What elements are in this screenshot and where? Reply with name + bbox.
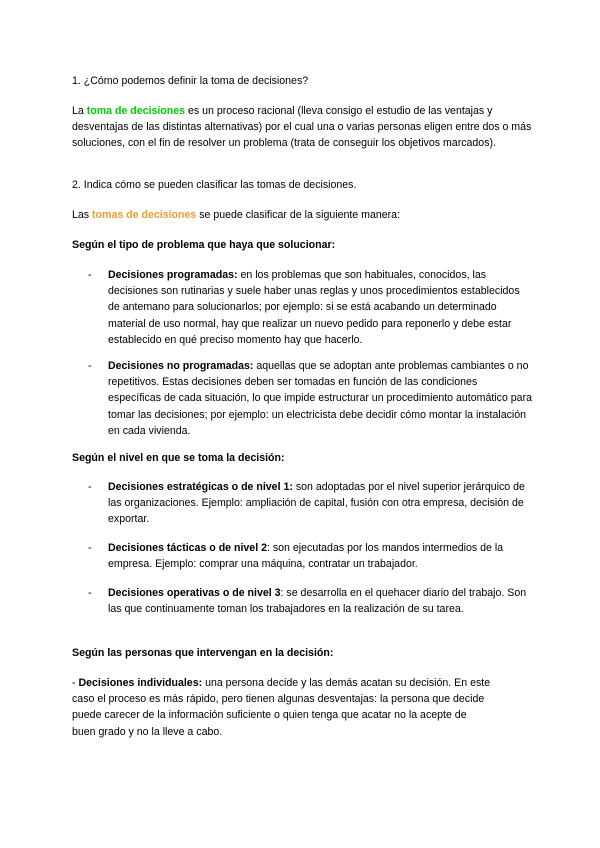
list-item-nivel-1 bbox=[108, 479, 532, 528]
answer-2 bbox=[72, 207, 534, 223]
list-bullet: - bbox=[88, 481, 92, 493]
section-2-heading: Según el nivel en que se toma la decisión: bbox=[72, 452, 285, 464]
list-item-nivel-3 bbox=[108, 585, 532, 617]
list-item-title: Decisiones operativas o de nivel 3 bbox=[108, 587, 281, 599]
list-item-title: Decisiones individuales: bbox=[78, 677, 203, 689]
term-tomas-de-decisiones: tomas de decisiones bbox=[92, 209, 197, 221]
question-1: 1. ¿Cómo podemos definir la toma de decisiones? bbox=[72, 75, 309, 87]
list-bullet: - bbox=[88, 360, 92, 372]
list-item-text: aquellas que se adoptan ante problemas cambiantes o no repetitivos. Estas decisiones deben ser tomadas en función de las condiciones específicas de cada situación, lo que impide estructurar un procedimiento automático para tomar las decisiones; por ejemplo: un electricista debe decidir cómo montar la instalación en cada vivienda. bbox=[108, 360, 532, 437]
list-item-text: : son ejecutadas por los mandos intermedios de la empresa. Ejemplo: comprar una máquina, contratar un trabajador. bbox=[108, 542, 504, 571]
list-item-nivel-2 bbox=[108, 540, 532, 572]
list-item-decisiones-programadas bbox=[108, 267, 532, 348]
list-bullet: - bbox=[88, 269, 92, 281]
answer-1-text: es un proceso racional (lleva consigo el estudio de las ventajas y desventajas de las distintas alternativas) por el cual una o varias personas eligen entre dos o más soluciones, con el fin de resolver un problema (trata de conseguir los objetivos marcados). bbox=[72, 105, 532, 150]
list-item-title: Decisiones tácticas o de nivel 2 bbox=[108, 542, 267, 554]
list-item-decisiones-individuales bbox=[72, 675, 492, 740]
section-1-heading: Según el tipo de problema que haya que solucionar: bbox=[72, 239, 336, 251]
list-bullet: - bbox=[88, 587, 92, 599]
section-3-heading: Según las personas que intervengan en la decisión: bbox=[72, 647, 334, 659]
list-bullet: - bbox=[72, 677, 79, 689]
question-2: 2. Indica cómo se pueden clasificar las tomas de decisiones. bbox=[72, 179, 357, 191]
term-toma-de-decisiones: toma de decisiones bbox=[86, 105, 186, 117]
list-item-text: en los problemas que son habituales, conocidos, las decisiones son rutinarias y suele haber unas reglas y unos procedimientos establecidos de antemano para solucionarlos; por ejemplo: si se está acabando un determinado material de uso normal, hay que realizar un nuevo pedido para reponerlo y debe estar establecido en qué preciso momento hay que hacerlo. bbox=[108, 269, 520, 346]
answer-1-pre: La bbox=[72, 105, 87, 117]
list-item-title: Decisiones estratégicas o de nivel 1: bbox=[108, 481, 293, 493]
list-item-text: son adoptadas por el nivel superior jerárquico de las organizaciones. Ejemplo: ampliación de capital, fusión con otra empresa, decisión de exportar. bbox=[108, 481, 525, 526]
list-item-title: Decisiones programadas: bbox=[108, 269, 238, 281]
list-item-text: una persona decide y las demás acatan su decisión. En este caso el proceso es más rápido, pero tienen algunas desventajas: la persona que decide puede carecer de la información suficiente o quien tenga que acatar no la acepte de buen grado y no la lleve a cabo. bbox=[72, 677, 491, 738]
list-item-text: : se desarrolla en el quehacer diario del trabajo. Son las que continuamente toman los trabajadores en la realización de su tarea. bbox=[108, 587, 527, 616]
list-bullet: - bbox=[88, 542, 92, 554]
list-item-decisiones-no-programadas bbox=[108, 358, 532, 439]
answer-1 bbox=[72, 103, 534, 152]
list-item-title: Decisiones no programadas: bbox=[108, 360, 254, 372]
answer-2-text: se puede clasificar de la siguiente manera: bbox=[196, 209, 401, 221]
answer-2-pre: Las bbox=[72, 209, 93, 221]
